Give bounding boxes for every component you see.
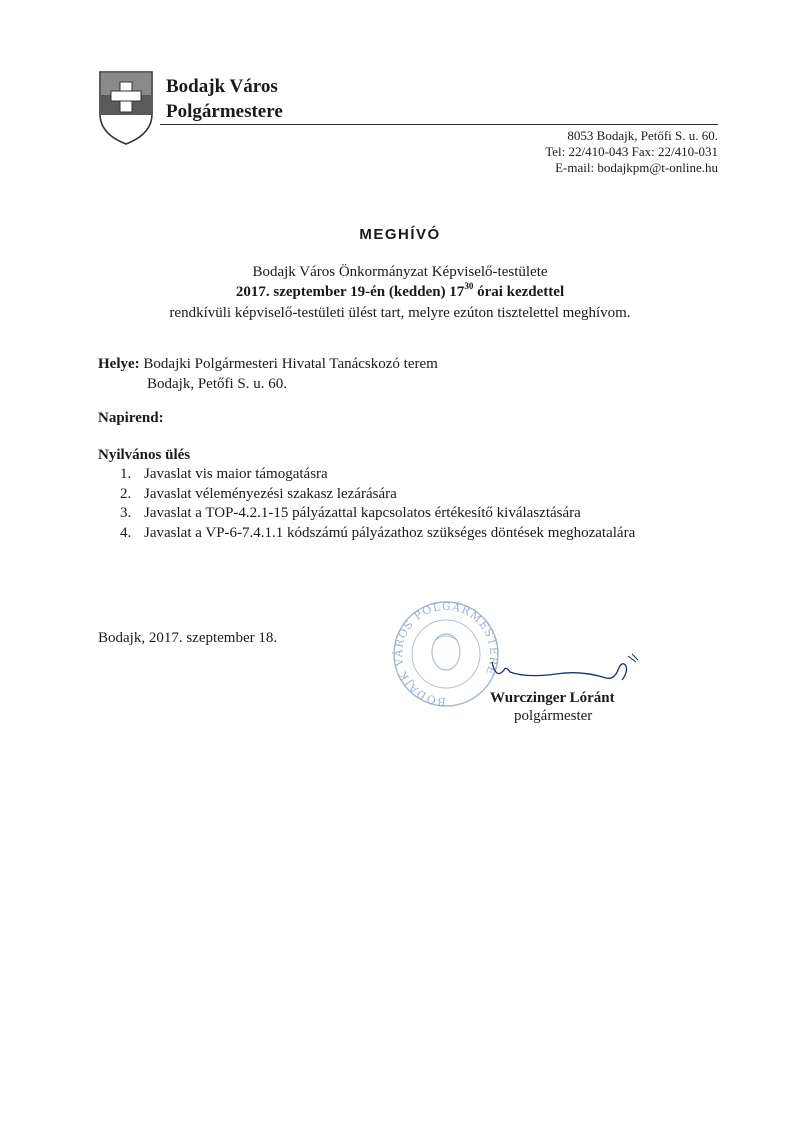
contact-phone-fax: Tel: 22/410-043 Fax: 22/410-031: [545, 144, 718, 159]
agenda-item-text: Javaslat a VP-6-7.4.1.1 kódszámú pályázathoz szükséges döntések meghozatalára: [144, 525, 636, 541]
contact-address: 8053 Bodajk, Petőfi S. u. 60.: [567, 128, 718, 143]
stamp-text: BODAJK VÁROS POLGÁRMESTERE: [391, 599, 501, 709]
organization-name: Bodajk Város: [166, 76, 278, 97]
agenda-item: [120, 503, 581, 523]
agenda-heading: Napirend:: [98, 410, 164, 426]
intro-line-3: rendkívüli képviselő-testületi ülést tart, melyre ezúton tisztelettel meghívom.: [169, 305, 631, 321]
location-address: Bodajk, Petőfi S. u. 60.: [147, 376, 288, 392]
intro-line-1: Bodajk Város Önkormányzat Képviselő-testülete: [252, 264, 548, 280]
agenda-item-number: 2.: [120, 486, 132, 502]
session-heading: Nyilvános ülés: [98, 447, 191, 463]
meeting-time-suffix: órai kezdettel: [473, 284, 565, 300]
organization-title: Polgármestere: [166, 101, 283, 122]
place-and-date: Bodajk, 2017. szeptember 18.: [98, 630, 278, 646]
agenda-item: [120, 464, 328, 484]
meeting-datetime: [0, 282, 800, 302]
signature-icon: [486, 652, 646, 688]
signer-role: polgármester: [514, 708, 593, 724]
agenda-item: [120, 484, 397, 504]
agenda-item-number: 3.: [120, 505, 132, 521]
location-label: Helye:: [98, 356, 140, 372]
agenda-item-number: 4.: [120, 525, 132, 541]
location-line-1: [98, 354, 438, 374]
header-divider: [160, 124, 718, 125]
meeting-minutes: 30: [464, 281, 474, 291]
signer-name: Wurczinger Lóránt: [490, 690, 615, 706]
agenda-item: [120, 523, 635, 543]
meeting-date: 2017. szeptember 19-én (kedden) 17: [235, 284, 465, 300]
agenda-item-text: Javaslat a TOP-4.2.1-15 pályázattal kapcsolatos értékesítő kiválasztására: [144, 505, 581, 521]
coat-of-arms-icon: [98, 70, 154, 146]
svg-text:BODAJK VÁROS POLGÁRMESTERE: [391, 599, 500, 708]
agenda-item-text: Javaslat vis maior támogatásra: [144, 466, 328, 482]
location-venue: Bodajki Polgármesteri Hivatal Tanácskozó terem: [139, 356, 438, 372]
document-title: MEGHÍVÓ: [359, 226, 441, 243]
contact-email: E-mail: bodajkpm@t-online.hu: [555, 160, 718, 175]
agenda-item-text: Javaslat véleményezési szakasz lezárására: [144, 486, 397, 502]
agenda-item-number: 1.: [120, 466, 132, 482]
